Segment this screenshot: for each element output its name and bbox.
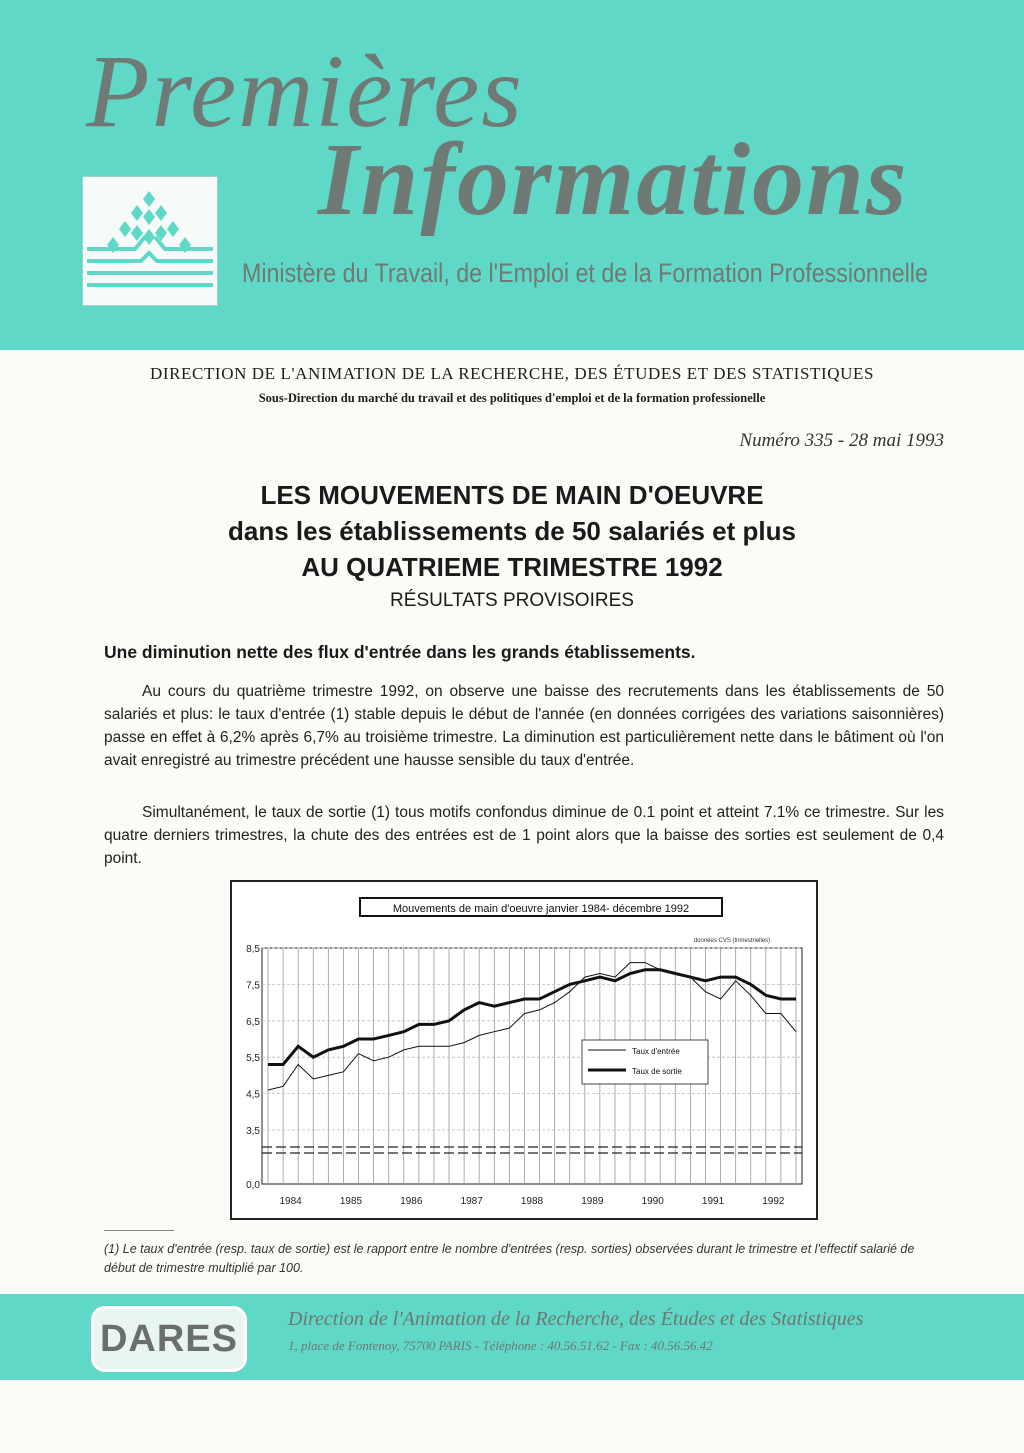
- brand-title-line2: Informations: [318, 122, 909, 237]
- brand-title-line1: Premières: [86, 34, 524, 149]
- x-tick-label: 1985: [339, 1196, 363, 1207]
- series-line-entree: [268, 963, 796, 1090]
- y-tick-label: 6,5: [246, 1016, 260, 1028]
- title-subtitle: RÉSULTATS PROVISOIRES: [390, 590, 634, 611]
- ministry-logo-icon: [82, 176, 218, 306]
- x-tick-label: 1988: [520, 1196, 544, 1207]
- y-tick-label: 0,0: [246, 1180, 260, 1191]
- x-tick-label: 1986: [400, 1196, 423, 1207]
- footer-banner: [0, 1294, 1024, 1380]
- paragraph-1: Au cours du quatrième trimestre 1992, on observe une baisse des recrutements dans les établissements de 50 salariés et plus: le taux d'entrée (1) stable depuis le début de l'année (en données corrigées des variations saisonnières) passe en effet à 6,2% après 6,7% au troisième trimestre. La diminution est particulièrement nette dans le bâtiment où l'on avait enregistré au trimestre précédent une hausse sensible du taux d'entrée.: [104, 683, 944, 769]
- x-tick-label: 1990: [641, 1196, 664, 1207]
- footnote: (1) Le taux d'entrée (resp. taux de sortie) est le rapport entre le nombre d'entrées (resp. sorties) observées durant le trimestre et l'effectif salarié de début de trimestre multiplié par 100.: [104, 1242, 915, 1275]
- issue-number-date: Numéro 335 - 28 mai 1993: [739, 430, 944, 451]
- footer-direction-name: Direction de l'Animation de la Recherche, des Études et des Statistiques: [288, 1308, 864, 1330]
- chart-frame: [230, 880, 818, 1220]
- legend-label: Taux d'entrée: [632, 1047, 680, 1056]
- ministry-name: Ministère du Travail, de l'Emploi et de la Formation Professionnelle: [242, 258, 928, 288]
- y-tick-label: 7,5: [246, 980, 260, 992]
- x-tick-label: 1989: [581, 1196, 604, 1207]
- footer-address: 1, place de Fontenoy, 75700 PARIS - Téléphone : 40.56.51.62 - Fax : 40.56.56.42: [288, 1338, 713, 1353]
- y-tick-label: 8,5: [246, 944, 260, 955]
- subdirection-heading: Sous-Direction du marché du travail et des politiques d'emploi et de la formation professionelle: [258, 391, 766, 405]
- footnote-divider: [104, 1230, 174, 1231]
- dares-logo: DARES: [91, 1306, 247, 1372]
- y-tick-label: 4,5: [246, 1089, 260, 1101]
- title-line1: LES MOUVEMENTS DE MAIN D'OEUVRE: [260, 480, 764, 510]
- x-tick-label: 1987: [460, 1196, 483, 1207]
- header-banner: [0, 0, 1024, 350]
- direction-heading: DIRECTION DE L'ANIMATION DE LA RECHERCHE, DES ÉTUDES ET DES STATISTIQUES: [149, 364, 875, 383]
- movements-line-chart: [232, 882, 816, 1218]
- x-tick-label: 1992: [762, 1196, 785, 1207]
- paragraph-2: Simultanément, le taux de sortie (1) tous motifs confondus diminue de 0.1 point et atteint 7.1% ce trimestre. Sur les quatre derniers trimestres, la chute des des entrées est de 1 point alors que la baisse des sorties est seulement de 0,4 point.: [104, 804, 944, 867]
- plot-area: [262, 948, 802, 1184]
- x-tick-label: 1984: [279, 1196, 302, 1207]
- y-tick-label: 5,5: [246, 1053, 260, 1065]
- legend-label: Taux de sortie: [632, 1067, 682, 1076]
- title-line2: dans les établissements de 50 salariés et plus: [228, 516, 796, 546]
- x-tick-label: 1991: [701, 1196, 725, 1207]
- y-tick-label: 3,5: [246, 1126, 260, 1137]
- chart-title: Mouvements de main d'oeuvre janvier 1984- décembre 1992: [392, 903, 690, 915]
- section-heading: Une diminution nette des flux d'entrée dans les grands établissements.: [104, 642, 696, 662]
- chart-note: données CVS (trimestrielles): [693, 938, 771, 944]
- title-line3: AU QUATRIEME TRIMESTRE 1992: [301, 552, 723, 582]
